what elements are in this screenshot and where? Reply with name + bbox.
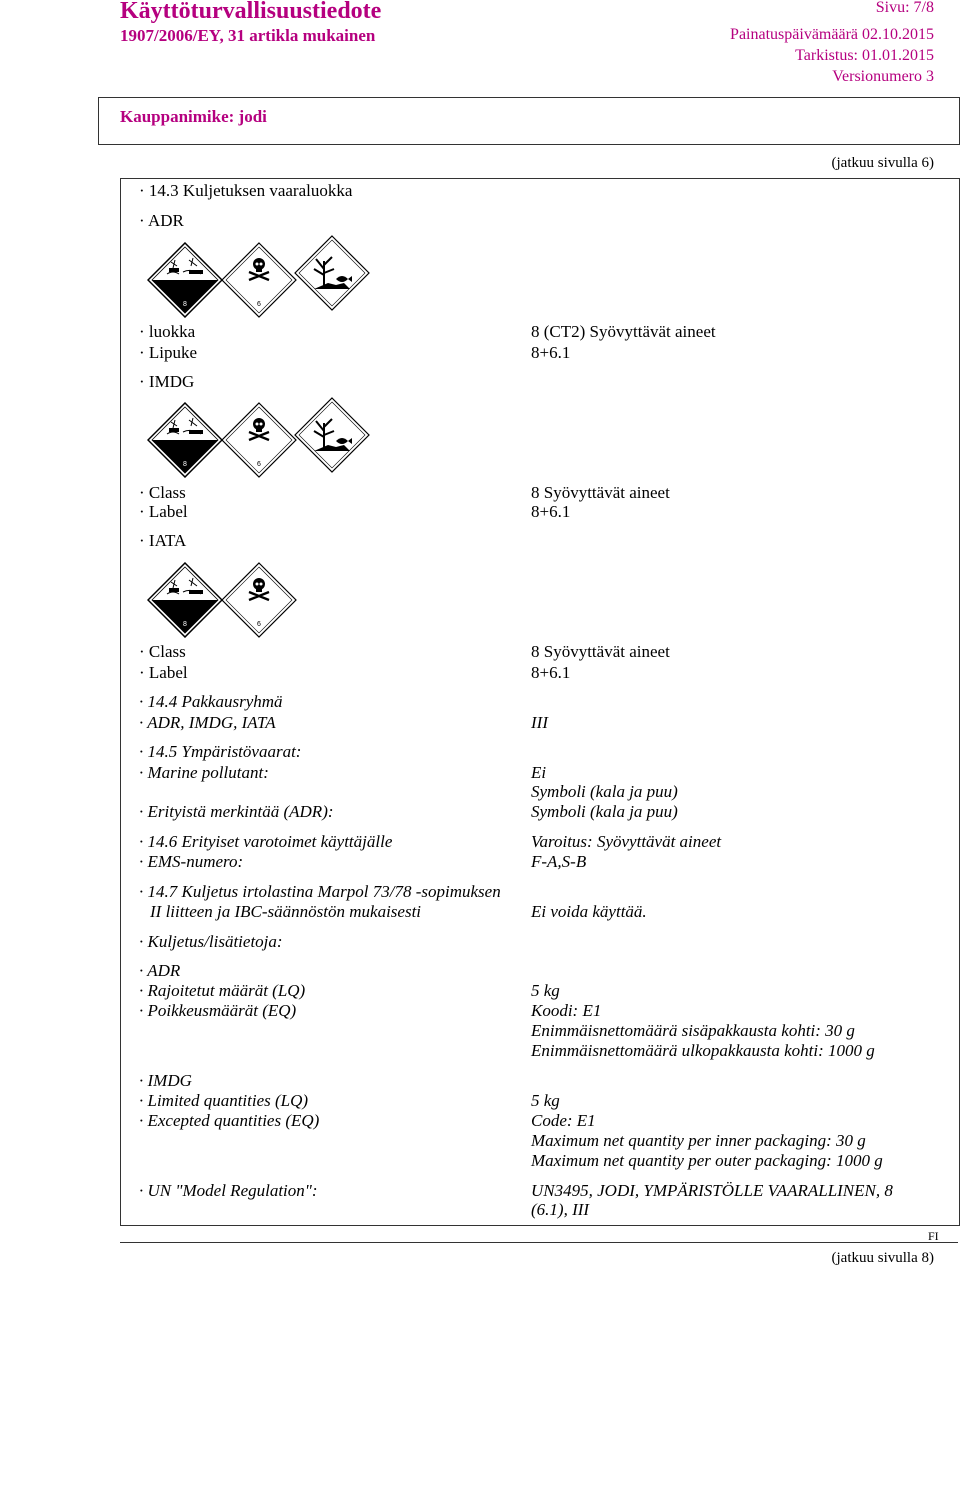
special-precautions-value: Varoitus: Syövyttävät aineet (531, 832, 722, 851)
corrosive-pictogram (147, 402, 223, 483)
imdg-excepted-quantities-label: · Excepted quantities (EQ) (139, 1111, 320, 1130)
section-14-7-heading: · 14.7 Kuljetus irtolastina Marpol 73/78 -sopimuksen (139, 882, 501, 901)
limited-quantities-value: 5 kg (531, 981, 560, 1000)
ems-number-label: · EMS-numero: (139, 852, 244, 871)
skull-pictogram (221, 242, 297, 323)
trade-name: Kauppanimike: jodi (120, 107, 267, 126)
packing-group-label: · ADR, IMDG, IATA (139, 713, 276, 732)
environment-pictogram (294, 235, 370, 316)
extra-imdg-heading: · IMDG (139, 1071, 192, 1090)
excepted-quantities-code: Koodi: E1 (531, 1001, 602, 1020)
limited-quantities-label: · Rajoitetut määrät (LQ) (139, 981, 306, 1000)
imdg-label-value: 8+6.1 (531, 502, 571, 521)
continued-to: (jatkuu sivulla 8) (831, 1250, 934, 1266)
corrosive-number: 8 (183, 461, 187, 468)
excepted-quantities-label: · Poikkeusmäärät (EQ) (139, 1001, 297, 1020)
print-date: Painatuspäivämäärä 02.10.2015 (730, 26, 934, 43)
iata-heading: · IATA (139, 531, 187, 550)
imdg-heading: · IMDG (139, 372, 195, 391)
imdg-excepted-quantities-code: Code: E1 (531, 1111, 596, 1130)
toxic-number: 6 (257, 461, 261, 468)
section-14-3-heading: · 14.3 Kuljetuksen vaaraluokka (139, 181, 353, 200)
environment-pictogram (294, 397, 370, 478)
section-14-6-heading: · 14.6 Erityiset varotoimet käyttäjälle (139, 832, 393, 851)
marine-pollutant-label: · Marine pollutant: (139, 763, 269, 782)
un-model-regulation-value-line2: (6.1), III (531, 1200, 590, 1219)
toxic-number: 6 (257, 301, 261, 308)
country-code-mark: FI (928, 1229, 939, 1243)
imdg-class-label: · Class (139, 483, 186, 502)
imdg-excepted-quantities-outer: Maximum net quantity per outer packaging: 1000 g (531, 1151, 883, 1170)
iata-class-label: · Class (139, 642, 186, 661)
corrosive-number: 8 (183, 301, 187, 308)
adr-class-value: 8 (CT2) Syövyttävät aineet (531, 322, 716, 341)
marine-pollutant-value: Ei (531, 763, 547, 782)
packing-group-value: III (531, 713, 548, 732)
bulk-transport-value: Ei voida käyttää. (531, 902, 647, 921)
continued-from: (jatkuu sivulla 6) (831, 155, 934, 171)
footer-divider (120, 1242, 958, 1243)
regulation-line: 1907/2006/EY, 31 artikla mukainen (120, 26, 376, 45)
un-model-regulation-label: · UN "Model Regulation": (139, 1181, 318, 1200)
page-number: Sivu: 7/8 (875, 0, 934, 16)
section-14-7-heading-line2: II liitteen ja IBC-säännöstön mukaisesti (150, 902, 422, 921)
imdg-excepted-quantities-inner: Maximum net quantity per inner packaging: 30 g (531, 1131, 866, 1150)
iata-label-label: · Label (139, 663, 188, 682)
section-14-4-heading: · 14.4 Pakkausryhmä (139, 692, 283, 711)
corrosive-pictogram (147, 242, 223, 323)
excepted-quantities-outer: Enimmäisnettomäärä ulkopakkausta kohti: 1000 g (531, 1041, 875, 1060)
section-14-5-heading: · 14.5 Ympäristövaarat: (139, 742, 302, 761)
transport-info-heading: · Kuljetus/lisätietoja: (139, 932, 283, 951)
iata-label-value: 8+6.1 (531, 663, 571, 682)
version-number: Versionumero 3 (832, 68, 934, 85)
imdg-limited-quantities-label: · Limited quantities (LQ) (139, 1091, 309, 1110)
imdg-limited-quantities-value: 5 kg (531, 1091, 560, 1110)
extra-adr-heading: · ADR (139, 961, 181, 980)
un-model-regulation-value: UN3495, JODI, YMPÄRISTÖLLE VAARALLINEN, 8 (531, 1181, 893, 1200)
special-marking-label: · Erityistä merkintää (ADR): (139, 802, 334, 821)
adr-label-label: · Lipuke (139, 343, 198, 362)
imdg-class-value: 8 Syövyttävät aineet (531, 483, 670, 502)
iata-class-value: 8 Syövyttävät aineet (531, 642, 670, 661)
imdg-label-label: · Label (139, 502, 188, 521)
marine-pollutant-symbol: Symboli (kala ja puu) (531, 782, 678, 801)
revision-date: Tarkistus: 01.01.2015 (795, 47, 934, 64)
excepted-quantities-inner: Enimmäisnettomäärä sisäpakkausta kohti: 30 g (531, 1021, 855, 1040)
toxic-number: 6 (257, 621, 261, 628)
ems-number-value: F-A,S-B (531, 852, 587, 871)
document-title: Käyttöturvallisuustiedote (120, 0, 382, 24)
adr-heading: · ADR (139, 211, 184, 230)
adr-class-label: · luokka (139, 322, 196, 341)
corrosive-pictogram (147, 562, 223, 643)
skull-pictogram (221, 402, 297, 483)
special-marking-value: Symboli (kala ja puu) (531, 802, 678, 821)
skull-pictogram (221, 562, 297, 643)
corrosive-number: 8 (183, 621, 187, 628)
adr-label-value: 8+6.1 (531, 343, 571, 362)
